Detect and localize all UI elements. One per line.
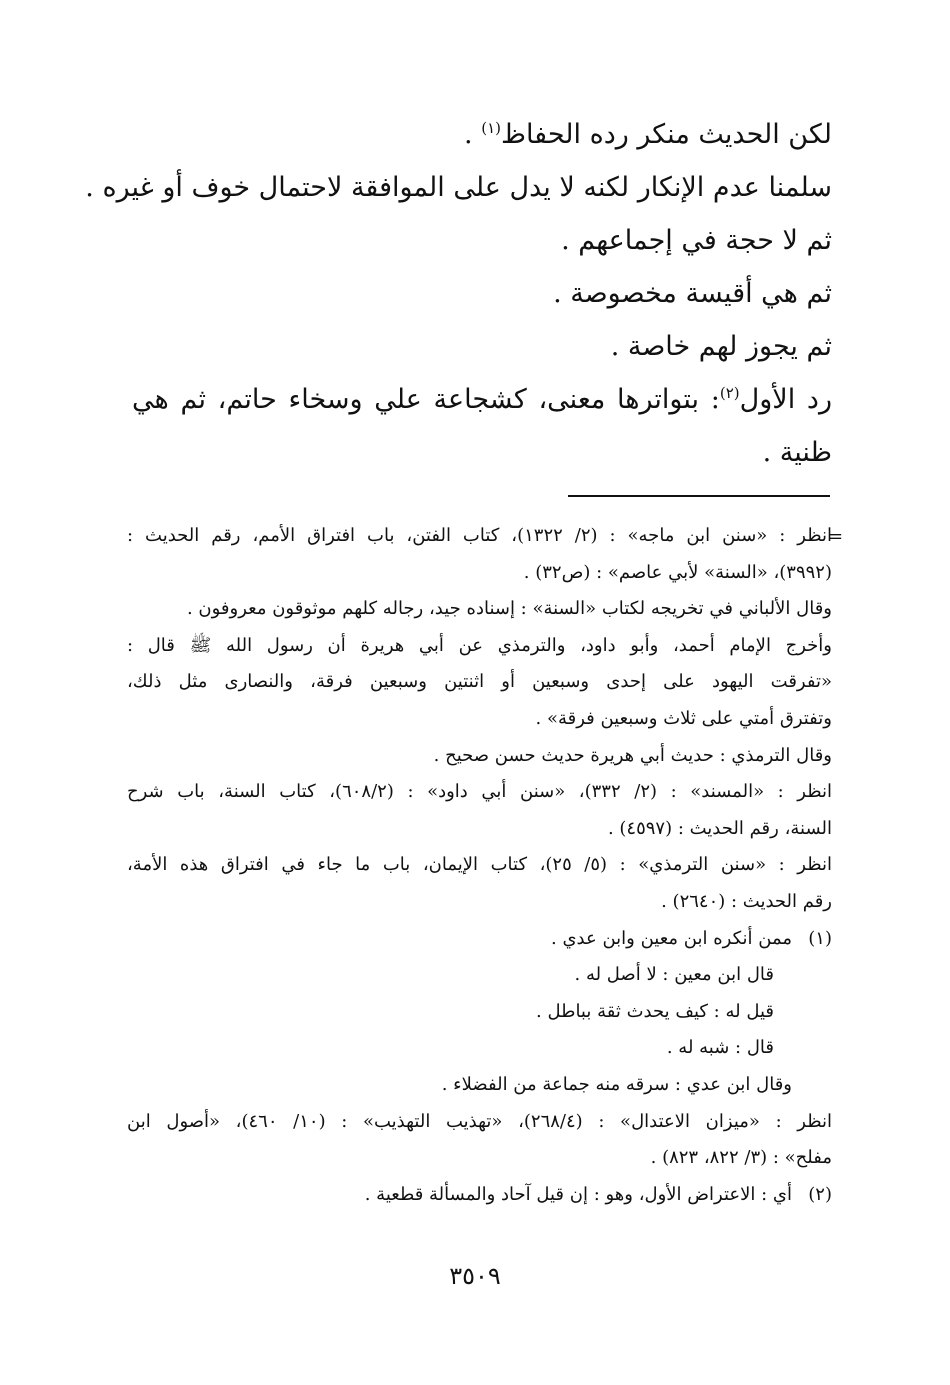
footnote-line: وتفترق أمتي على ثلاث وسبعين فرقة» . — [535, 707, 832, 729]
footnote-line: «تفرقت اليهود على إحدى وسبعين أو اثنتين وسبعين فرقة، والنصارى مثل ذلك، — [127, 671, 832, 693]
footnotes — [127, 518, 832, 1213]
footnote-ref-1[interactable]: (١) — [481, 119, 501, 137]
main-line-7: ظنية . — [762, 437, 832, 468]
footnote-1-marker: (١) — [808, 927, 832, 949]
main-line-1: لكن الحديث منكر رده الحفاظ$^{(١)}$ . — [464, 119, 832, 150]
footnote-line: السنة، رقم الحديث : (٤٥٩٧) . — [607, 817, 832, 839]
footnote-1-line: انظر : «ميزان الاعتدال» : (٢٦٨/٤)، «تهذيب التهذيب» : (١٠/ ٤٦٠)، «أصول ابن — [127, 1110, 832, 1132]
footnote-1-line: قال : شبه له . — [666, 1037, 774, 1059]
main-line-6: رد الأول$^{(٢)}$: بتواترها معنى، كشجاعة علي وسخاء حاتم، ثم هي — [132, 384, 832, 415]
footnote-1-line: قال ابن معين : لا أصل له . — [574, 964, 774, 986]
footnote-2-line: (٢) أي : الاعتراض الأول، وهو : إن قيل آحاد والمسألة قطعية . — [127, 1177, 832, 1214]
footnote-line: انظر : «المسند» : (٢/ ٣٣٢)، «سنن أبي داود» : (٦٠٨/٢)، كتاب السنة، باب شرح — [127, 781, 833, 803]
footnote-1-line: مفلح» : (٣/ ٨٢٢، ٨٢٣) . — [650, 1147, 832, 1169]
footnote-line: وأخرج الإمام أحمد، وأبو داود، والترمذي عن أبي هريرة أن رسول الله ﷺ قال : — [127, 634, 832, 656]
footnote-1-line: قيل له : كيف يحدث ثقة بباطل . — [536, 1000, 774, 1022]
main-line-3: ثم لا حجة في إجماعهم . — [561, 225, 832, 256]
footnote-line: رقم الحديث : (٢٦٤٠) . — [661, 890, 832, 912]
footnote-separator — [568, 495, 830, 497]
footnote-line: انظر : «سنن ابن ماجه» : (٢/ ١٣٢٢)، كتاب الفتن، باب افتراق الأمم، رقم الحديث : — [127, 525, 832, 546]
footnote-1-line: وقال ابن عدي : سرقه منه جماعة من الفضلاء . — [441, 1073, 792, 1095]
footnote-line: (٣٩٩٢)، «السنة» لأبي عاصم» : (ص٣٢) . — [523, 561, 832, 583]
footnote-line: وقال الترمذي : حديث أبي هريرة حديث حسن صحيح . — [433, 744, 832, 766]
footnote-1-line: (١) ممن أنكره ابن معين وابن عدي . — [127, 921, 832, 958]
main-text — [85, 108, 832, 479]
footnote-line: انظر : «سنن الترمذي» : (٥/ ٢٥)، كتاب الإيمان، باب ما جاء في افتراق هذه الأمة، — [127, 854, 832, 876]
footnote-ref-2[interactable]: (٢) — [719, 384, 740, 402]
page-number: ٣٥٠٩ — [449, 1262, 501, 1290]
footnote-continuation-mark: = — [828, 526, 844, 547]
main-line-4: ثم هي أقيسة مخصوصة . — [553, 278, 832, 309]
main-line-5: ثم يجوز لهم خاصة . — [610, 331, 832, 362]
main-line-2: سلمنا عدم الإنكار لكنه لا يدل على الموافقة لاحتمال خوف أو غيره . — [85, 172, 832, 203]
footnote-line: وقال الألباني في تخريجه لكتاب «السنة» : إسناده جيد، رجاله كلهم موثوقون معروفون . — [186, 598, 832, 620]
footnote-2-marker: (٢) — [808, 1183, 832, 1205]
